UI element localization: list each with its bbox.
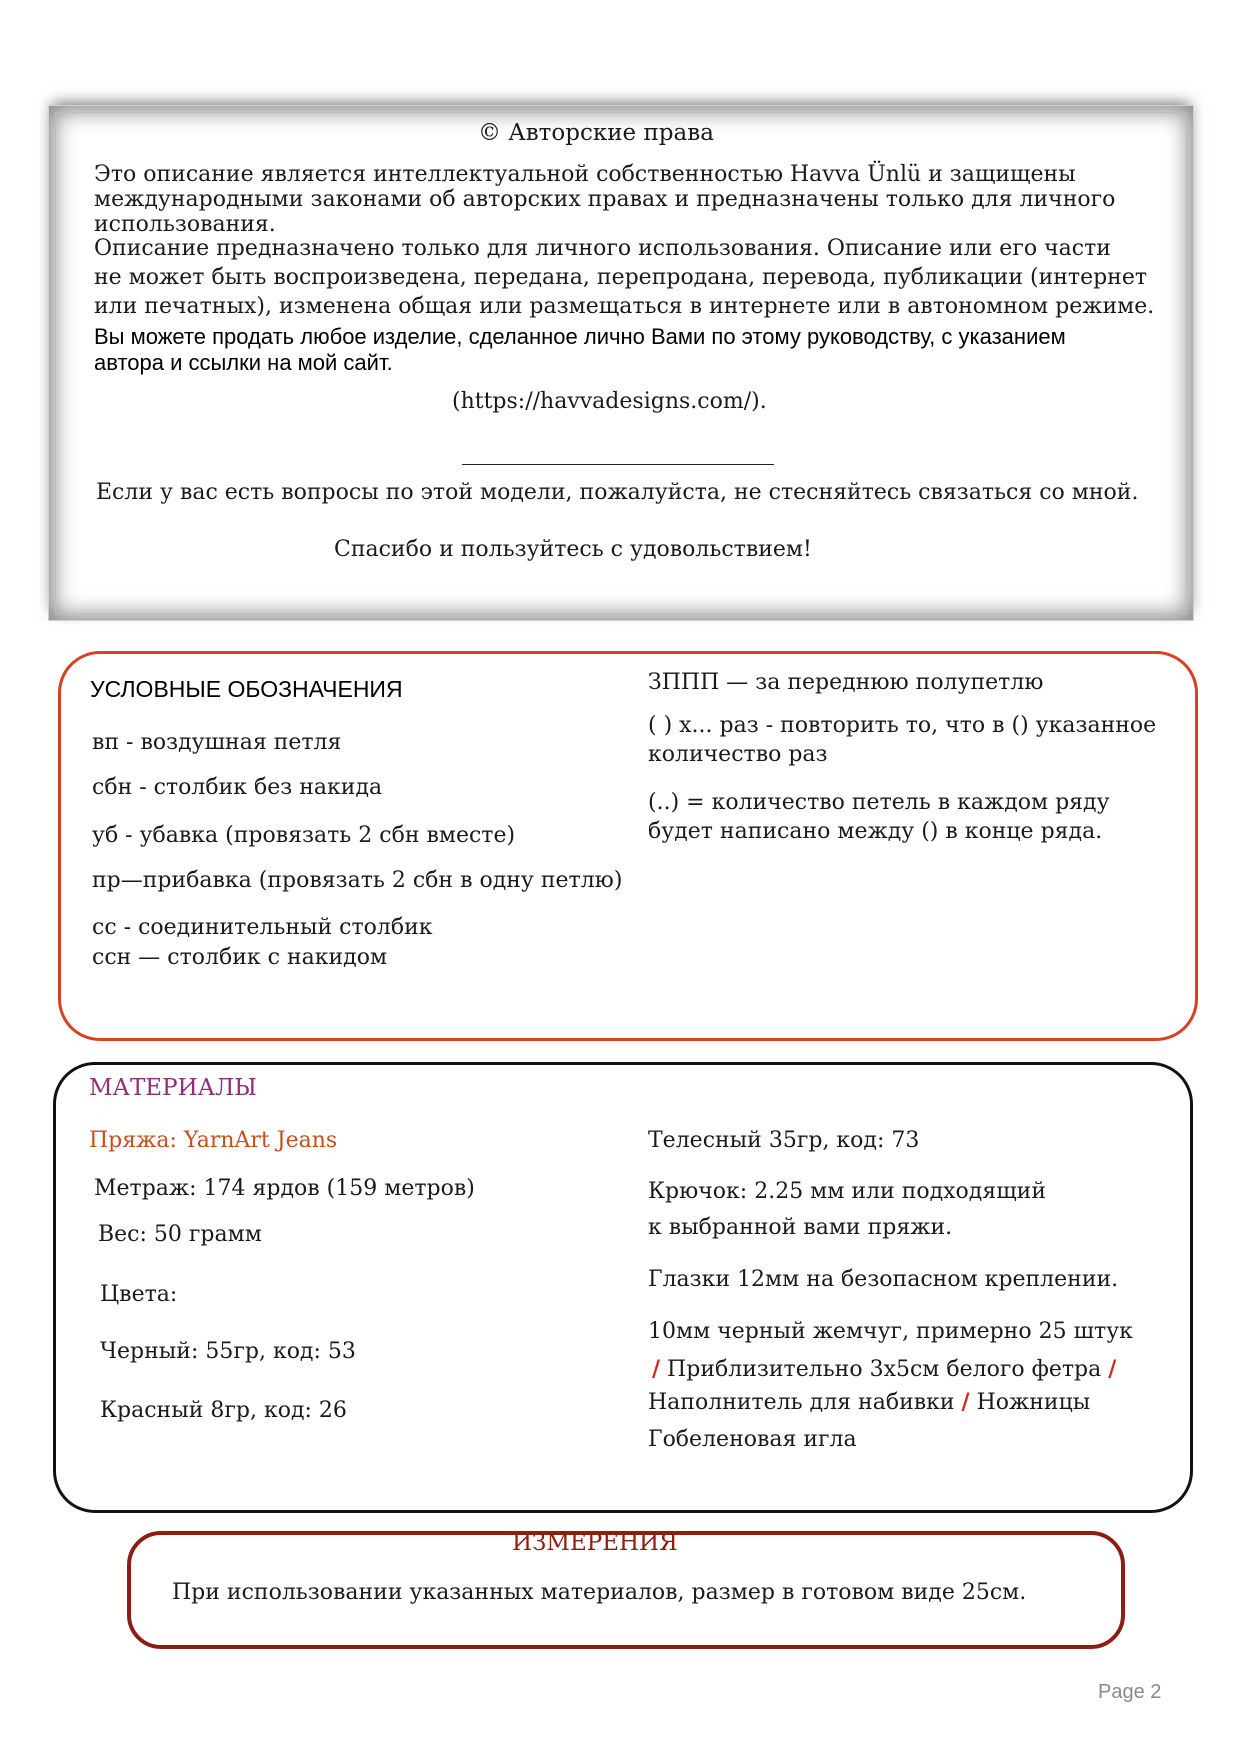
legend-count-line2: будет написано между () в конце ряда. [648, 819, 1103, 844]
legend-item-zppp: ЗППП — за переднюю полупетлю [648, 670, 1044, 695]
materials-color-flesh: Телесный 35гр, код: 73 [648, 1128, 920, 1153]
materials-yarn: Пряжа: YarnArt Jeans [89, 1128, 338, 1153]
copyright-sell-line1: Вы можете продать любое изделие, сделанное лично Вами по этому руководству, с указанием [94, 324, 1066, 349]
materials-stuffing-line [648, 1388, 1090, 1417]
legend-item-ub: уб - убавка (провязать 2 сбн вместе) [92, 823, 516, 848]
copyright-para2-line3: или печатных), изменена общая или размещаться в интернете или в автономном режиме. [94, 294, 1155, 319]
legend-item-ssn: ссн — столбик с накидом [92, 945, 388, 970]
measurements-text: При использовании указанных материалов, размер в готовом виде 25см. [172, 1580, 1027, 1605]
page-label: Page [1098, 1681, 1145, 1703]
website-link[interactable]: (https://havvadesigns.com/). [452, 389, 767, 414]
copyright-para1-line1: Это описание является интеллектуальной собственностью Havva Ünlü и защищены [94, 162, 1076, 187]
copyright-para1-line3: использования. [94, 212, 276, 237]
materials-hook-line1: Крючок: 2.25 мм или подходящий [648, 1179, 1047, 1204]
materials-heading: МАТЕРИАЛЫ [89, 1075, 257, 1101]
materials-stuffing: Наполнитель для набивки [648, 1390, 955, 1415]
separator-slash: / [961, 1389, 970, 1415]
materials-needle: Гобеленовая игла [648, 1427, 857, 1452]
questions-text: Если у вас есть вопросы по этой модели, пожалуйста, не стесняйтесь связаться со мной. [96, 480, 1139, 505]
legend-item-sbn: сбн - столбик без накида [92, 775, 383, 800]
legend-count-line1: (..) = количество петель в каждом ряду [648, 790, 1110, 815]
copyright-title: © Авторские права [478, 120, 714, 146]
thanks-text: Спасибо и пользуйтесь с удовольствием! [334, 537, 812, 562]
materials-hook-line2: к выбранной вами пряжи. [648, 1215, 953, 1240]
copyright-para2-line1: Описание предназначено только для личного использования. Описание или его части [94, 236, 1111, 261]
copyright-para1-line2: международными законами об авторских правах и предназначены только для личного [94, 187, 1116, 212]
materials-weight: Вес: 50 грамм [98, 1222, 262, 1247]
materials-eyes: Глазки 12мм на безопасном креплении. [648, 1267, 1119, 1292]
materials-color-black: Черный: 55гр, код: 53 [100, 1339, 356, 1364]
page-number: 2 [1150, 1681, 1162, 1703]
page-number-footer [1098, 1680, 1161, 1704]
materials-felt: Приблизительно 3х5см белого фетра [667, 1357, 1102, 1382]
copyright-para2-line2: не может быть воспроизведена, передана, перепродана, перевода, публикации (интернет [94, 265, 1148, 290]
materials-color-red: Красный 8гр, код: 26 [100, 1398, 347, 1423]
materials-scissors: Ножницы [976, 1390, 1091, 1415]
divider-line [462, 464, 774, 465]
materials-pearls: 10мм черный жемчуг, примерно 25 штук [648, 1319, 1133, 1344]
materials-felt-line [652, 1355, 1116, 1384]
materials-colors-label: Цвета: [100, 1282, 178, 1307]
separator-slash: / [652, 1356, 661, 1382]
legend-repeat-line2: количество раз [648, 742, 828, 767]
materials-length: Метраж: 174 ярдов (159 метров) [94, 1176, 475, 1201]
legend-item-vp: вп - воздушная петля [92, 730, 342, 755]
copyright-sell-line2: автора и ссылки на мой сайт. [94, 350, 393, 375]
legend-item-pr: пр—прибавка (провязать 2 сбн в одну петлю) [92, 868, 623, 893]
legend-heading: УСЛОВНЫЕ ОБОЗНАЧЕНИЯ [90, 676, 403, 702]
legend-item-ss: сс - соединительный столбик [92, 915, 433, 940]
legend-repeat-line1: ( ) x... раз - повторить то, что в () указанное [648, 713, 1157, 738]
measurements-heading: ИЗМЕРЕНИЯ [512, 1530, 678, 1556]
separator-slash: / [1108, 1356, 1117, 1382]
